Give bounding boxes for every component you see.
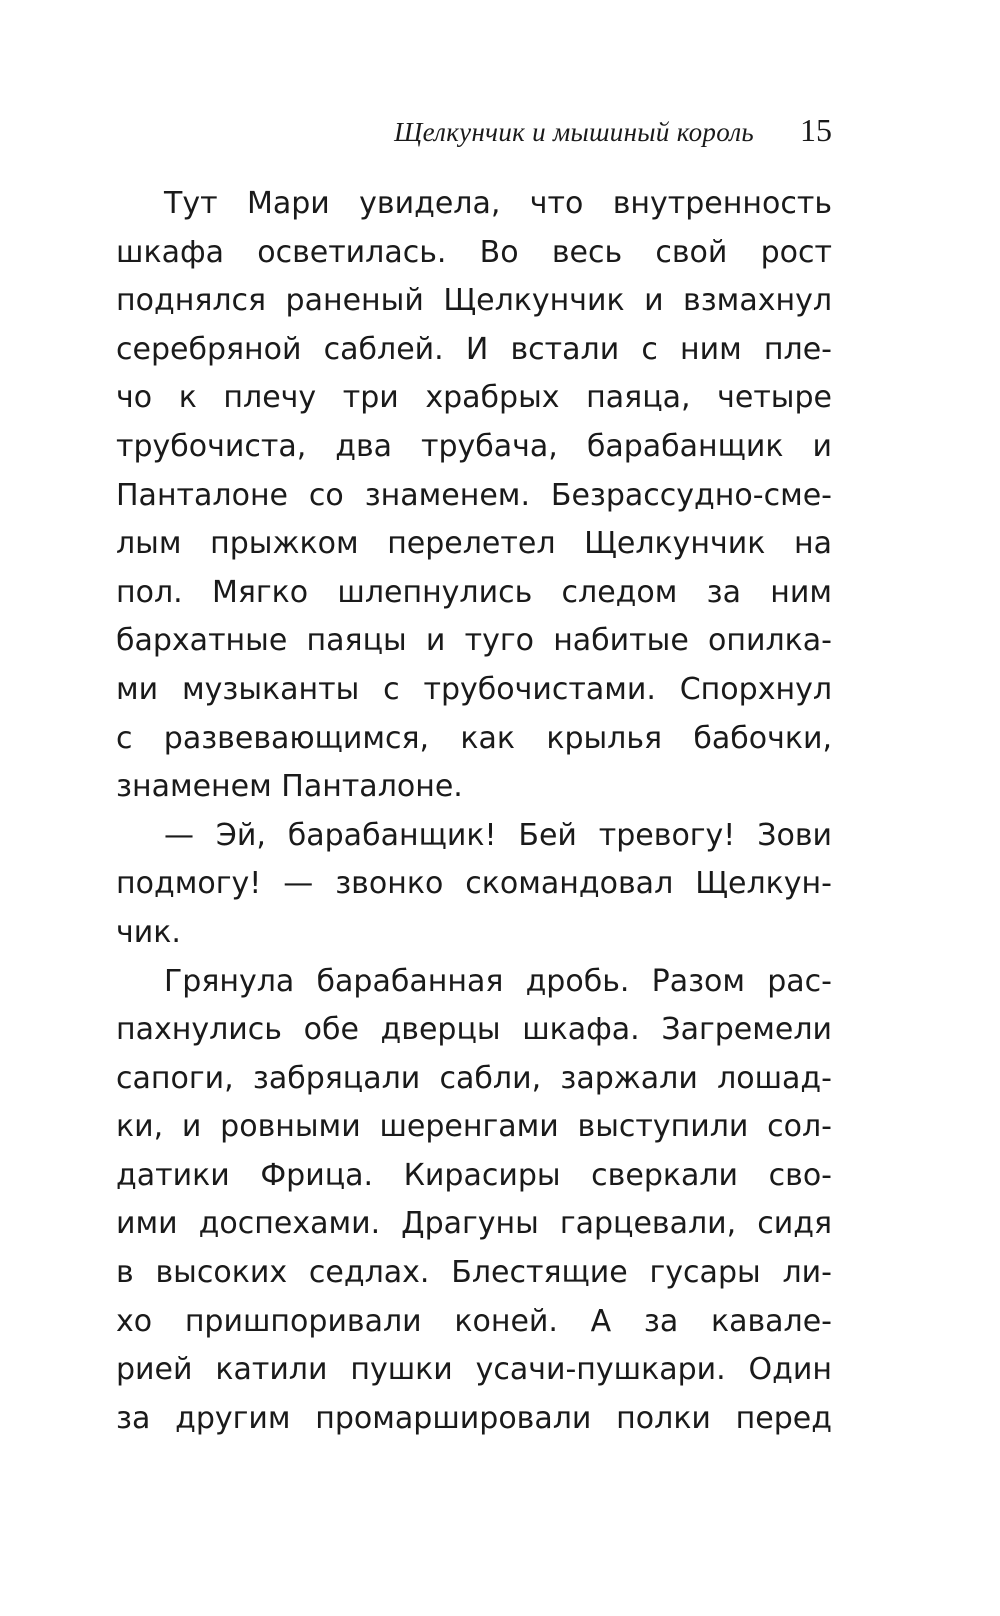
text-line: Грянула барабанная дробь. Разом рас- bbox=[164, 963, 832, 999]
paragraph bbox=[116, 812, 832, 958]
text-line: бархатные паяцы и туго набитые опилка- bbox=[116, 623, 832, 659]
text-line: датики Фрица. Кирасиры сверкали сво- bbox=[116, 1157, 832, 1193]
text-line: трубочиста, два трубача, барабанщик и bbox=[116, 428, 832, 464]
text-line: рией катили пушки усачи-пушкари. Один bbox=[116, 1352, 832, 1388]
text-line: ими доспехами. Драгуны гарцевали, сидя bbox=[116, 1206, 832, 1242]
page-number: 15 bbox=[800, 112, 832, 148]
text-line: пахнулись обе дверцы шкафа. Загремели bbox=[116, 1012, 832, 1048]
text-line: за другим промаршировали полки перед bbox=[116, 1400, 832, 1436]
text-line: ми музыканты с трубочистами. Спорхнул bbox=[116, 671, 832, 707]
text-line: хо пришпоривали коней. А за кавале- bbox=[116, 1303, 832, 1339]
text-line: с развевающимся, как крылья бабочки, bbox=[116, 720, 832, 756]
text-line: Тут Мари увидела, что внутренность bbox=[164, 186, 832, 221]
paragraph bbox=[116, 180, 832, 812]
text-line: чик. bbox=[116, 914, 181, 950]
text-line: Панталоне со знаменем. Безрассудно-сме- bbox=[116, 477, 832, 513]
running-head bbox=[116, 112, 832, 149]
text-line: сапоги, забряцали сабли, заржали лошад- bbox=[116, 1060, 832, 1096]
text-line: подмогу! — звонко скомандовал Щелкун- bbox=[116, 866, 832, 902]
running-title: Щелкунчик и мышиный король bbox=[394, 117, 754, 147]
body-text bbox=[116, 180, 832, 1443]
text-line: ки, и ровными шеренгами выступили сол- bbox=[116, 1109, 832, 1145]
text-line: поднялся раненый Щелкунчик и взмахнул bbox=[116, 283, 832, 319]
text-line: знаменем Панталоне. bbox=[116, 769, 463, 805]
text-line: пол. Мягко шлепнулись следом за ним bbox=[116, 574, 832, 610]
text-line: лым прыжком перелетел Щелкунчик на bbox=[116, 526, 832, 562]
text-line: серебряной саблей. И встали с ним пле- bbox=[116, 331, 832, 367]
text-line: чо к плечу три храбрых паяца, четыре bbox=[116, 380, 832, 416]
text-line: — Эй, барабанщик! Бей тревогу! Зови bbox=[164, 817, 832, 853]
text-line: шкафа осветилась. Во весь свой рост bbox=[116, 234, 832, 270]
text-line: в высоких седлах. Блестящие гусары ли- bbox=[116, 1255, 832, 1291]
paragraph bbox=[116, 958, 832, 1444]
